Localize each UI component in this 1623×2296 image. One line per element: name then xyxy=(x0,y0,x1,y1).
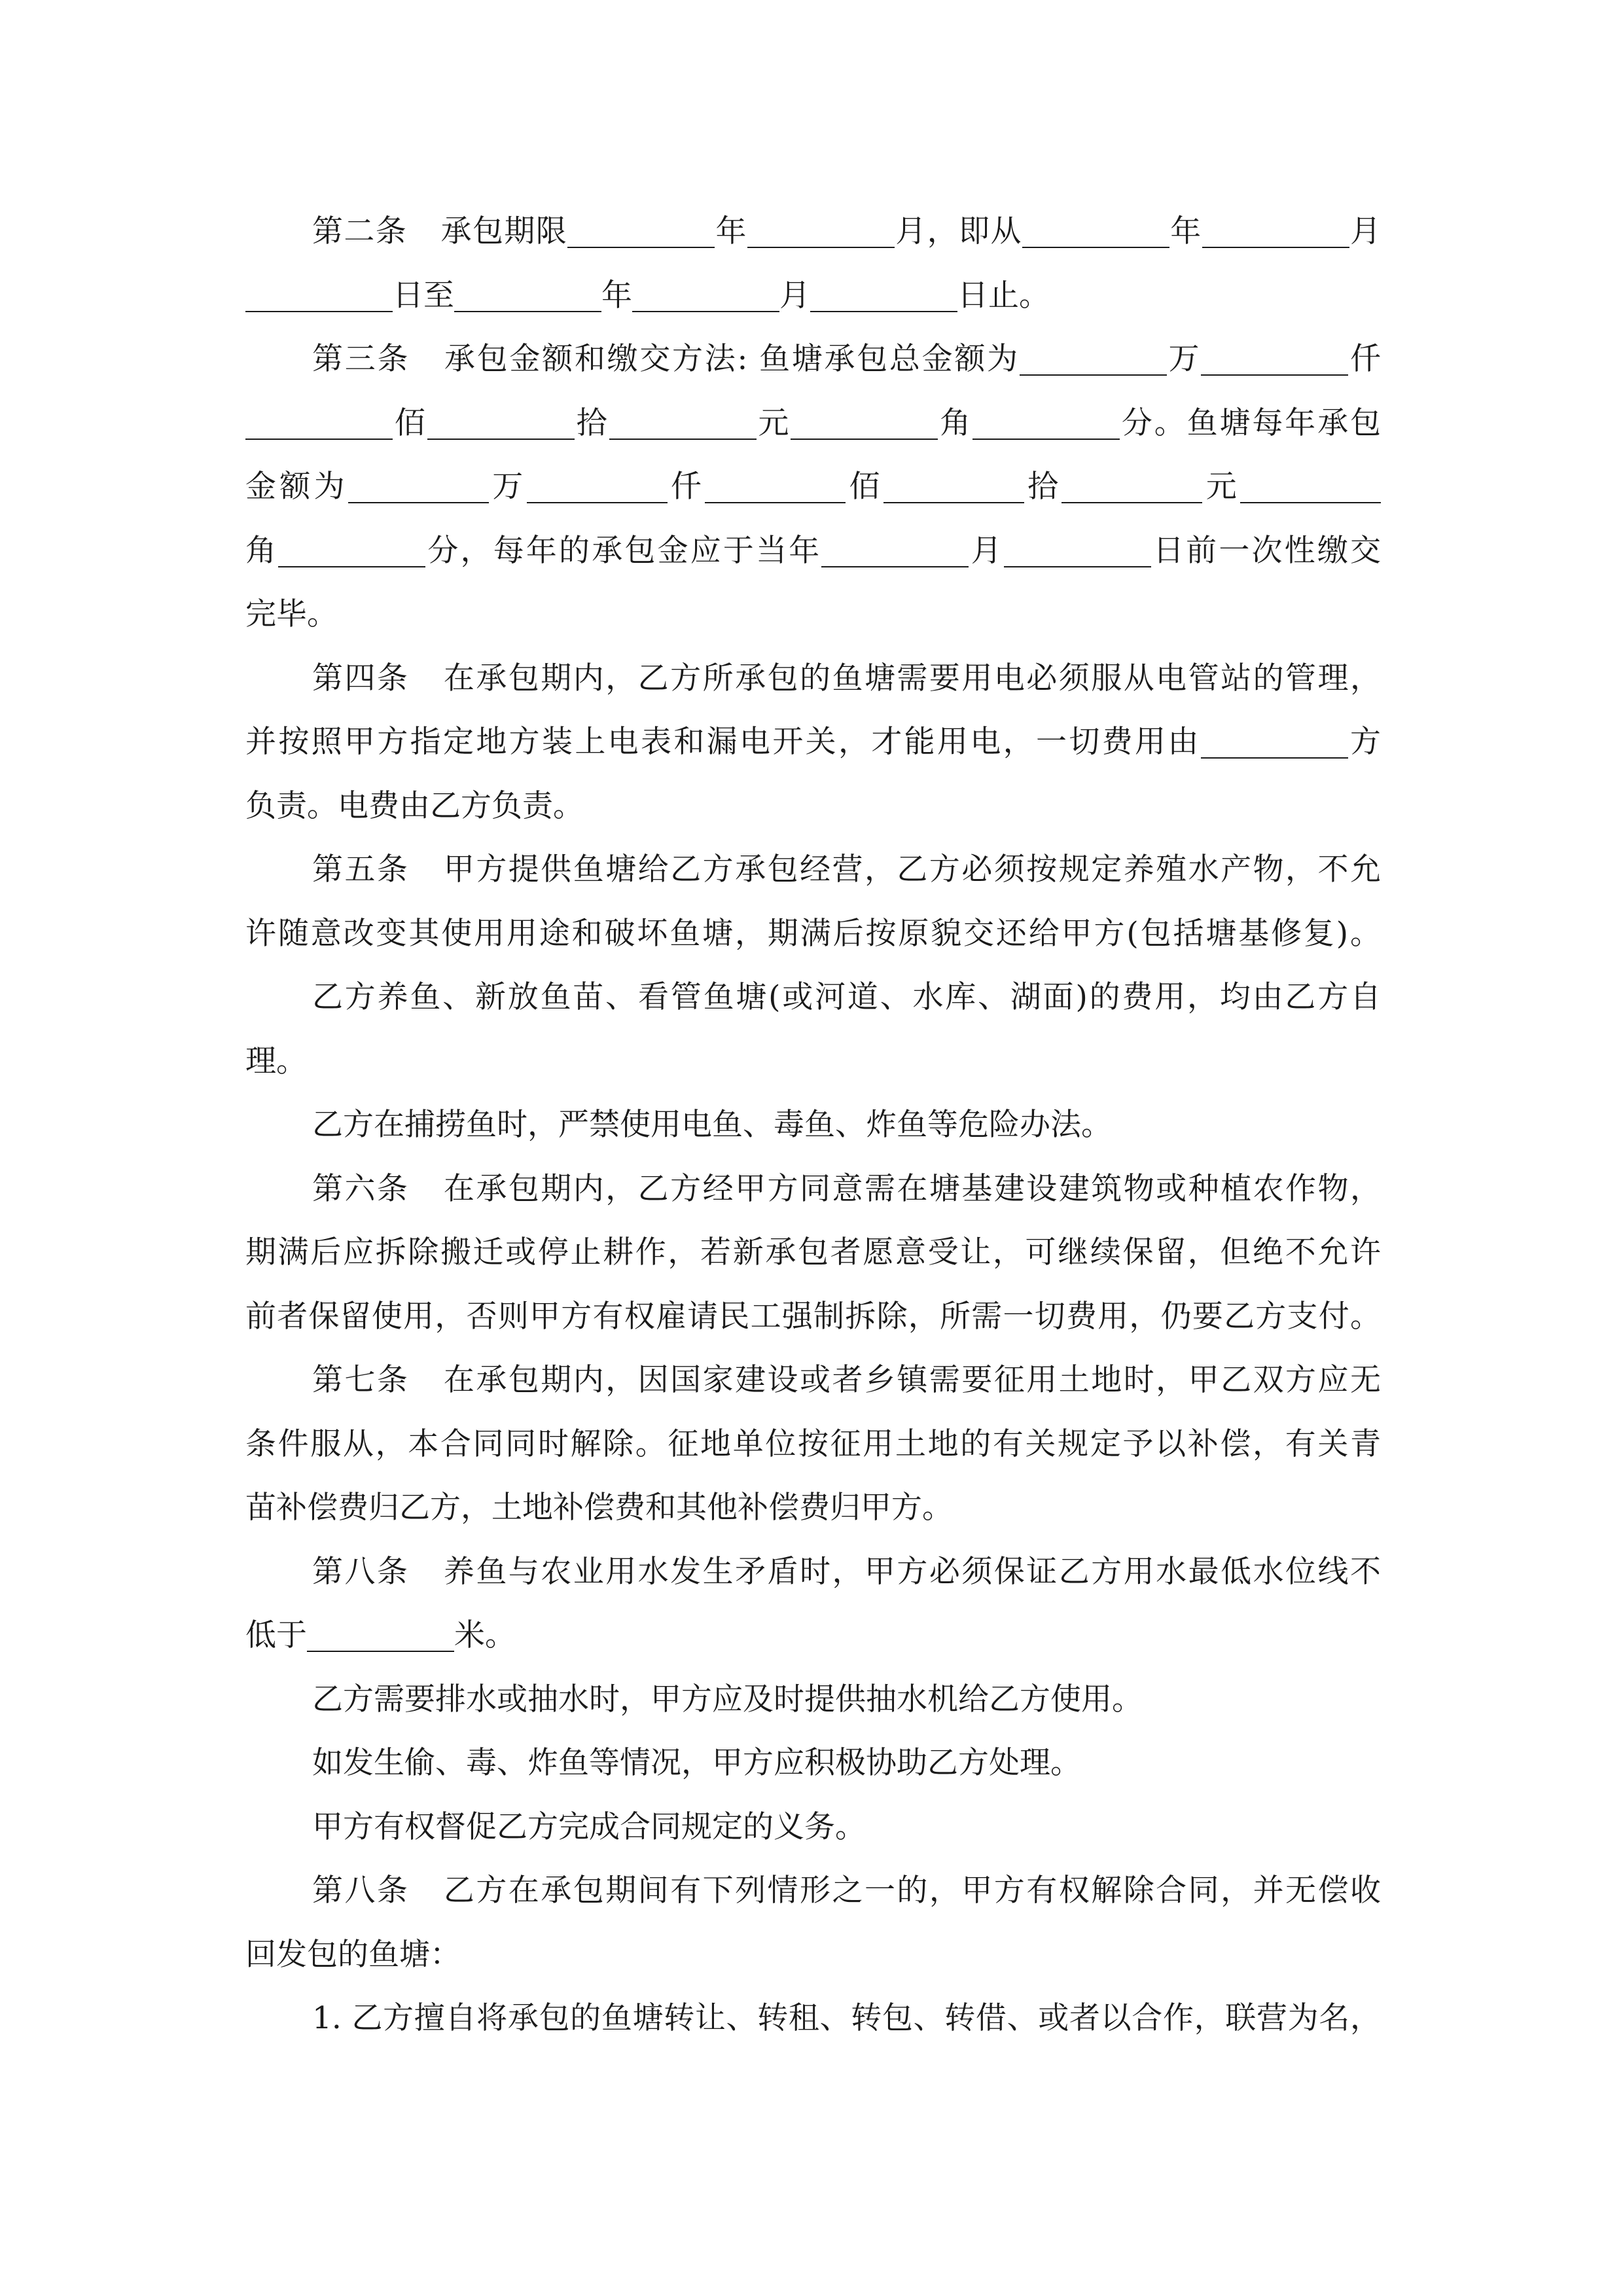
article-7-line-3: 苗补偿费归乙方，土地补偿费和其他补偿费归甲方。 xyxy=(245,1490,953,1526)
blank-field[interactable] xyxy=(1004,535,1151,567)
blank-field[interactable] xyxy=(1201,726,1348,759)
blank-field[interactable] xyxy=(454,280,601,312)
blank-field[interactable] xyxy=(278,535,425,567)
blank-field[interactable] xyxy=(1020,344,1167,376)
article-5-line-2: 许随意改变其使用用途和破坏鱼塘，期满后按原貌交还给甲方(包括塘基修复)。 xyxy=(245,915,1381,952)
article-8b-line-1: 第八条 乙方在承包期间有下列情形之一的，甲方有权解除合同，并无偿收 xyxy=(312,1873,1381,1909)
article-3-line-4: 角 分，每年的承包金应于当年 月 日前一次性缴交 xyxy=(245,532,1382,569)
blank-field[interactable] xyxy=(1022,216,1169,248)
article-7-line-1: 第七条 在承包期内，因国家建设或者乡镇需要征用土地时，甲乙双方应无 xyxy=(312,1362,1381,1398)
article-8-para-4: 甲方有权督促乙方完成合同规定的义务。 xyxy=(312,1808,866,1845)
article-4-line-1: 第四条 在承包期内，乙方所承包的鱼塘需要用电必须服从电管站的管理， xyxy=(312,660,1381,696)
article-8-line-1: 第八条 养鱼与农业用水发生矛盾时，甲方必须保证乙方用水最低水位线不 xyxy=(312,1553,1381,1590)
article-6-line-2: 期满后应拆除搬迁或停止耕作，若新承包者愿意受让，可继续保留，但绝不允许 xyxy=(245,1234,1381,1270)
article-7-line-2: 条件服从，本合同同时解除。征地单位按征用土地的有关规定予以补偿，有关青 xyxy=(245,1426,1381,1462)
article-8-para-3: 如发生偷、毒、炸鱼等情况，甲方应积极协助乙方处理。 xyxy=(312,1745,1081,1781)
article-4-line-2: 并按照甲方指定地方装上电表和漏电开关，才能用电，一切费用由 方 xyxy=(245,724,1382,760)
article-8b-label: 第八条 xyxy=(312,1873,410,1909)
blank-field[interactable] xyxy=(747,216,895,248)
blank-field[interactable] xyxy=(791,408,938,440)
article-5-para-3: 乙方在捕捞鱼时，严禁使用电鱼、毒鱼、炸鱼等危险办法。 xyxy=(312,1107,1112,1143)
blank-field[interactable] xyxy=(609,408,757,440)
blank-field[interactable] xyxy=(427,408,575,440)
article-3-line-3: 金额为 万 仟 佰 拾 元 xyxy=(245,455,1381,519)
blank-field[interactable] xyxy=(821,535,969,567)
article-5-label: 第五条 xyxy=(312,852,410,888)
article-3-line-5: 完毕。 xyxy=(245,596,338,632)
article-8-label: 第八条 xyxy=(312,1553,410,1590)
blank-field[interactable] xyxy=(245,280,393,312)
blank-field[interactable] xyxy=(1240,471,1381,503)
article-6-line-3: 前者保留使用，否则甲方有权雇请民工强制拆除，所需一切费用，仍要乙方支付。 xyxy=(245,1298,1381,1335)
blank-field[interactable] xyxy=(1202,216,1349,248)
article-5-para-2-line-1: 乙方养鱼、新放鱼苗、看管鱼塘(或河道、水库、湖面)的费用，均由乙方自 xyxy=(312,979,1381,1015)
article-8-line-2: 低于 米。 xyxy=(245,1617,516,1653)
article-8b-item-1: 1. 乙方擅自将承包的鱼塘转让、转租、转包、转借、或者以合作，联营为名， xyxy=(312,2000,1381,2036)
article-3-line-1: 第三条 承包金额和缴交方法: 鱼塘承包总金额为 万 仟 xyxy=(312,341,1382,377)
blank-field[interactable] xyxy=(810,280,957,312)
article-5-line-1: 第五条 甲方提供鱼塘给乙方承包经营，乙方必须按规定养殖水产物，不允 xyxy=(312,852,1381,888)
article-3-label: 第三条 xyxy=(312,341,410,377)
blank-field[interactable] xyxy=(1201,344,1348,376)
article-4-line-3: 负责。电费由乙方负责。 xyxy=(245,787,584,824)
blank-field[interactable] xyxy=(1061,471,1202,503)
blank-field[interactable] xyxy=(567,216,715,248)
article-2-line-2: 日至 年 月 日止。 xyxy=(245,264,1381,328)
blank-field[interactable] xyxy=(245,408,393,440)
blank-field[interactable] xyxy=(632,280,779,312)
article-6-label: 第六条 xyxy=(312,1170,410,1207)
article-4-label: 第四条 xyxy=(312,660,410,696)
blank-field[interactable] xyxy=(348,471,489,503)
article-2-line-1: 第二条 承包期限 年 月，即从 年 月 xyxy=(312,213,1382,249)
blank-field[interactable] xyxy=(972,408,1120,440)
article-8b-line-2: 回发包的鱼塘： xyxy=(245,1936,461,1973)
article-2-label: 第二条 xyxy=(312,213,408,249)
document-page xyxy=(245,200,1381,2051)
blank-field[interactable] xyxy=(705,471,846,503)
article-8-para-2: 乙方需要排水或抽水时，甲方应及时提供抽水机给乙方使用。 xyxy=(312,1681,1143,1717)
article-7-label: 第七条 xyxy=(312,1362,410,1398)
article-3-line-2: 佰 拾 元 角 分。鱼塘每年承包 xyxy=(245,391,1381,456)
blank-field[interactable] xyxy=(883,471,1024,503)
blank-field[interactable] xyxy=(307,1620,454,1652)
article-6-line-1: 第六条 在承包期内，乙方经甲方同意需在塘基建设建筑物或种植农作物， xyxy=(312,1170,1381,1207)
article-5-para-2-line-2: 理。 xyxy=(245,1043,307,1079)
blank-field[interactable] xyxy=(527,471,668,503)
